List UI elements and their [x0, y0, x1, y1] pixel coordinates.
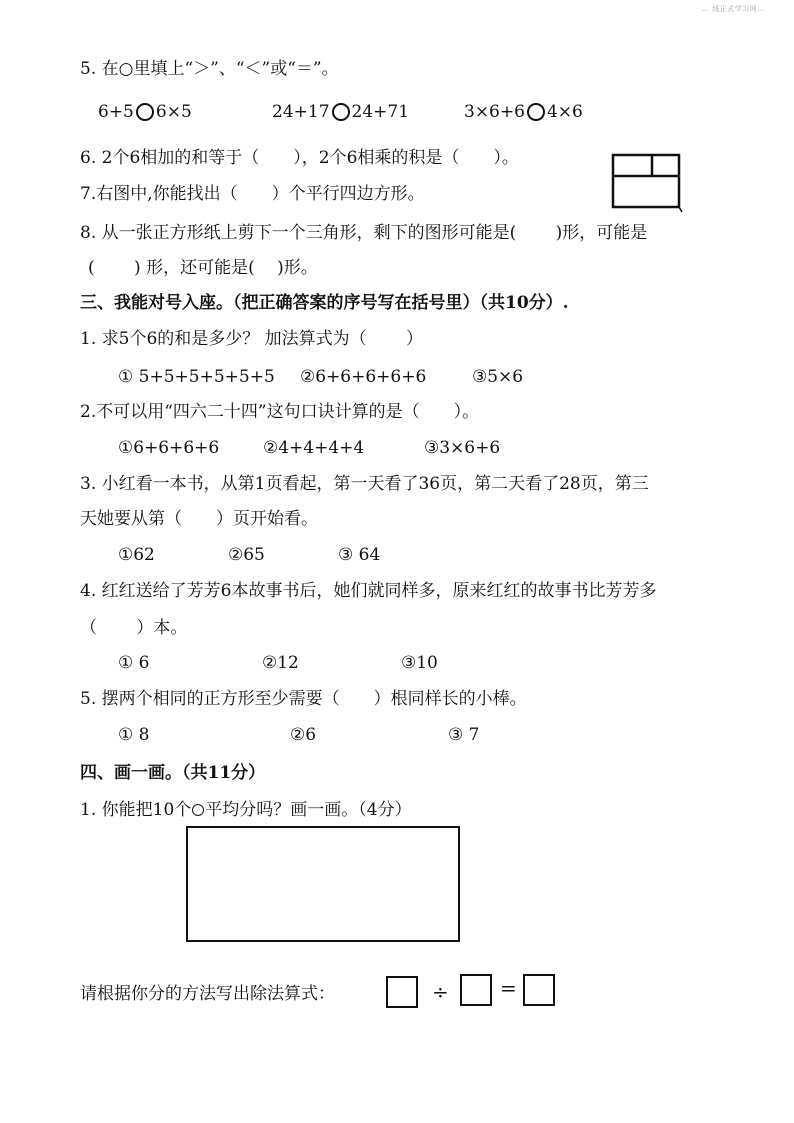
drawing-area[interactable] [186, 826, 460, 942]
compare-item-1 [98, 101, 192, 123]
parallelogram-figure [610, 152, 684, 214]
compare-left-1: 6+5 [98, 102, 134, 122]
p3-q2-option-1: ①6+6+6+6 [118, 438, 220, 458]
compare-right-2: 24+71 [351, 102, 410, 122]
p3-q5-option-3: ③ 7 [448, 725, 480, 745]
p3-q4-line2: （ ）本。 [80, 618, 188, 638]
p3-q4-option-2: ②12 [262, 653, 299, 673]
answer-box-quotient[interactable] [523, 974, 555, 1006]
q7-text: 7.右图中,你能找出（ ）个平行四边方形。 [80, 184, 425, 204]
p3-q5-option-1: ① 8 [118, 725, 150, 745]
p3-q4-line1: 4. 红红送给了芳芳6本故事书后，她们就同样多，原来红红的故事书比芳芳多 [80, 581, 657, 601]
q5-compare-stem: 5. 在○里填上“＞”、“＜”或“＝”。 [80, 59, 339, 79]
answer-box-dividend[interactable] [386, 976, 418, 1008]
q6-text: 6. 2个6相加的和等于（ ），2个6相乘的积是（ ）。 [80, 148, 519, 168]
compare-item-3 [464, 101, 583, 123]
division-formula-label: 请根据你分的方法写出除法算式： [80, 984, 335, 1004]
corner-watermark: … 线正式学习网… [702, 5, 765, 13]
divide-sign: ÷ [432, 980, 449, 1004]
answer-box-divisor[interactable] [460, 974, 492, 1006]
p3-q4-option-3: ③10 [401, 653, 438, 673]
answer-circle-1[interactable] [136, 103, 154, 121]
p3-q5-option-2: ②6 [290, 725, 317, 745]
part4-heading: 四、画一画。（共11分） [80, 763, 266, 783]
p3-q3-line2: 天她要从第（ ）页开始看。 [80, 509, 318, 529]
p3-q3-option-1: ①62 [118, 545, 155, 565]
compare-right-3: 4×6 [546, 102, 583, 122]
p3-q5-stem: 5. 摆两个相同的正方形至少需要（ ）根同样长的小棒。 [80, 689, 527, 709]
p4-q1-after: 平均分吗？画一画。（4分） [205, 800, 412, 820]
compare-left-3: 3×6+6 [464, 102, 525, 122]
compare-item-2 [272, 101, 409, 123]
part3-heading: 三、我能对号入座。（把正确答案的序号写在括号里）（共10分）. [80, 293, 569, 313]
equals-sign: = [500, 976, 517, 1000]
compare-right-1: 6×5 [155, 102, 192, 122]
p3-q1-option-2: ②6+6+6+6+6 [300, 367, 427, 387]
compare-left-2: 24+17 [272, 102, 330, 122]
q8-line1: 8. 从一张正方形纸上剪下一个三角形，剩下的图形可能是( )形，可能是 [80, 223, 648, 243]
p3-q2-option-2: ②4+4+4+4 [263, 438, 365, 458]
p3-q2-option-3: ③3×6+6 [424, 438, 501, 458]
p3-q2-stem: 2.不可以用“四六二十四”这句口诀计算的是（ ）。 [80, 402, 480, 422]
answer-circle-2[interactable] [332, 103, 350, 121]
p3-q4-option-1: ① 6 [118, 653, 150, 673]
p4-q1-text [80, 799, 412, 821]
p3-q3-option-2: ②65 [228, 545, 265, 565]
answer-circle-3[interactable] [527, 103, 545, 121]
q8-line2: ( ) 形，还可能是( )形。 [88, 258, 318, 278]
p3-q3-option-3: ③ 64 [338, 545, 381, 565]
p3-q1-option-1: ① 5+5+5+5+5+5 [118, 367, 275, 387]
small-circle-icon [192, 804, 204, 816]
p3-q1-stem: 1. 求5个6的和是多少？ 加法算式为（ ） [80, 329, 424, 349]
p3-q3-line1: 3. 小红看一本书，从第1页看起，第一天看了36页，第二天看了28页，第三 [80, 474, 649, 494]
p4-q1-before: 1. 你能把10个 [80, 800, 192, 820]
p3-q1-option-3: ③5×6 [472, 367, 524, 387]
